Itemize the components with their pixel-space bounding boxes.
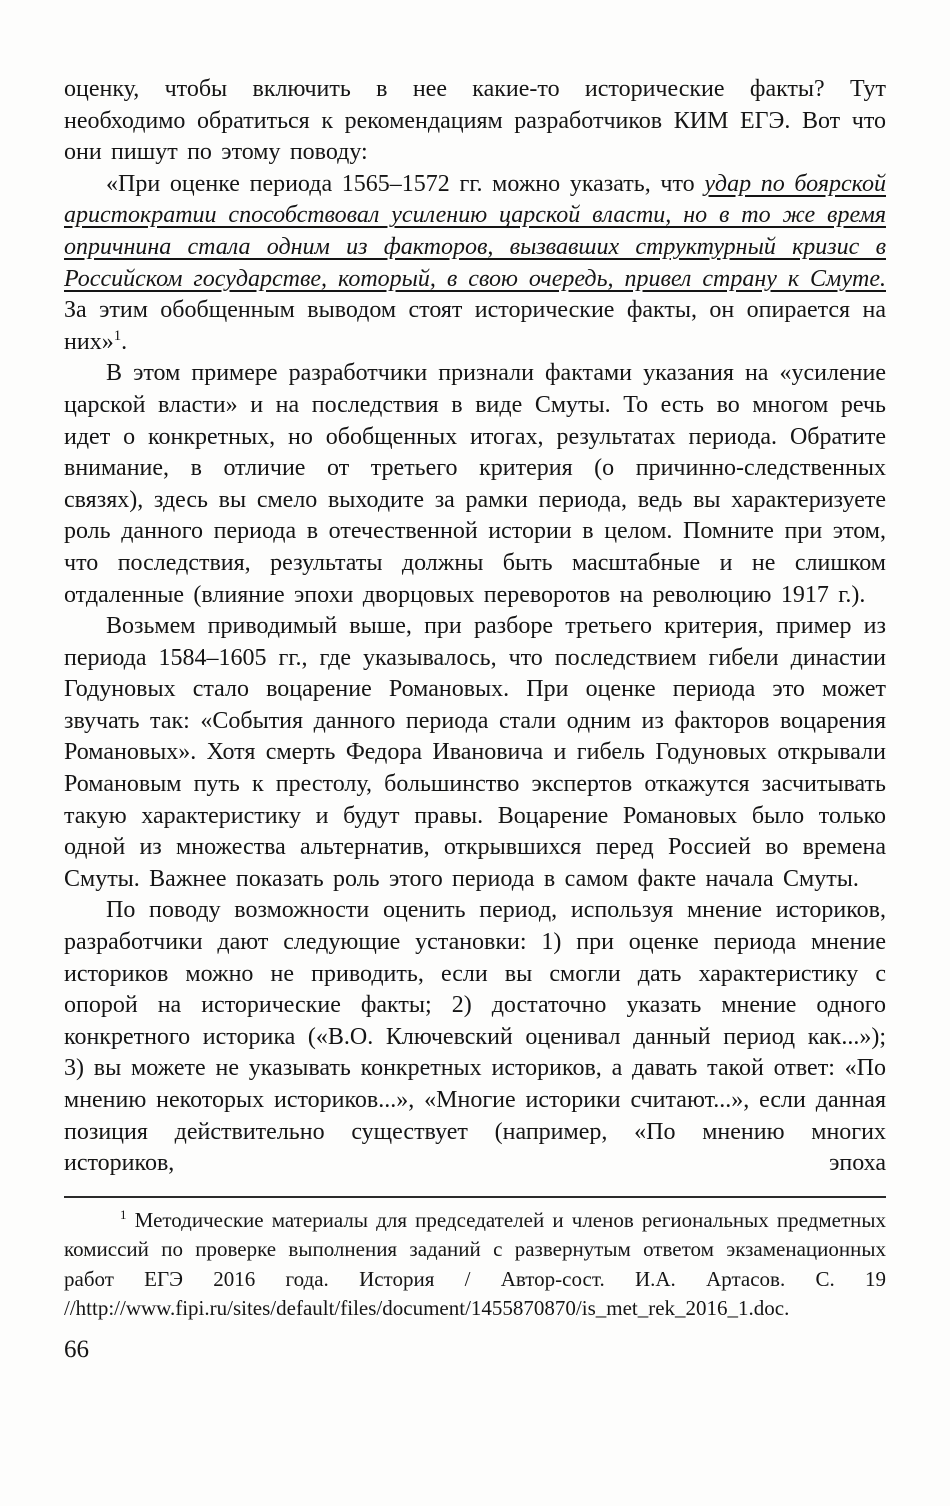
text-segment: За этим обобщенным выводом стоят исторические факты, он опирается на них» bbox=[64, 297, 886, 355]
page-number: 66 bbox=[64, 1335, 89, 1363]
text-segment: В этом примере разработчики признали фактами указания на «усиление царской власти» и на последствия в виде Смуты. То есть во многом речь идет о конкретных, но обобщенных итогах, результатах периода. Обратите внимание, в отличие от третьего критерия (о причинно-следственных связях), здесь вы смело выходите за рамки периода, ведь вы характеризуете роль данного периода в отечественной истории в целом. Помните при этом, что последствия, результаты должны быть масштабные и не слишком отдаленные (влияние эпохи дворцовых переворотов на революцию 1917 г.). bbox=[64, 360, 886, 608]
footnote-divider bbox=[64, 1196, 886, 1198]
text-segment: . bbox=[121, 328, 128, 355]
text-segment: Методические материалы для председателей и членов региональных предметных комиссий по проверке выполнения заданий с развернутым ответом экзаменационных работ ЕГЭ 2016 года. История / Автор-сост. И.А. Артасов. С. 19 //http://www.fipi.ru/sites/default/files/document/1455870870/is_met_rek_2016_1.doc. bbox=[64, 1207, 886, 1321]
text-segment: По поводу возможности оценить период, используя мнение историков, разработчики дают следующие установки: 1) при оценке периода мнение историков можно не приводить, если вы смогли дать характеристику с опорой на исторические факты; 2) достаточно указать мнение одного конкретного историка («В.О. Ключевский оценивал данный период как...»); 3) вы можете не указывать конкретных историков, а давать такой ответ: «По мнению некоторых историков...», «Многие историки считают...», если данная позиция действительно существует (например, «По мнению многих историков, эпоха bbox=[64, 897, 886, 1177]
paragraph bbox=[64, 358, 886, 611]
paragraph bbox=[64, 74, 886, 169]
paragraph bbox=[64, 895, 886, 1179]
footnote-reference: 1 bbox=[113, 327, 122, 344]
text-segment: «При оценке периода 1565–1572 гг. можно указать, что bbox=[106, 170, 705, 197]
text-segment: оценку, чтобы включить в нее какие-то исторические факты? Тут необходимо обратиться к рекомендациям разработчиков КИМ ЕГЭ. Вот что они пишут по этому поводу: bbox=[64, 76, 886, 166]
footnote bbox=[64, 1206, 886, 1324]
paragraph bbox=[64, 611, 886, 895]
body-text bbox=[64, 74, 886, 1180]
text-segment: удар по боярской аристократии способствовал усилению царской власти, но в то же время опричнина стала одним из факторов, вызвавших структурный кризис в Российском государстве, который, в свою очередь, привел страну к Смуте. bbox=[64, 170, 886, 292]
footnote-reference: 1 bbox=[120, 1206, 127, 1222]
text-segment: Возьмем приводимый выше, при разборе третьего критерия, пример из периода 1584–1605 гг., где указывалось, что последствием гибели династии Годуновых стало воцарение Романовых. При оценке периода это может звучать так: «События данного периода стали одним из факторов воцарения Романовых». Хотя смерть Федора Ивановича и гибель Годуновых открывали Романовым путь к престолу, большинство экспертов откажутся засчитывать такую характеристику и будут правы. Воцарение Романовых было только одной из множества альтернатив, открывшихся перед Россией во времена Смуты. Важнее показать роль этого периода в самом факте начала Смуты. bbox=[64, 613, 886, 892]
paragraph bbox=[64, 169, 886, 359]
